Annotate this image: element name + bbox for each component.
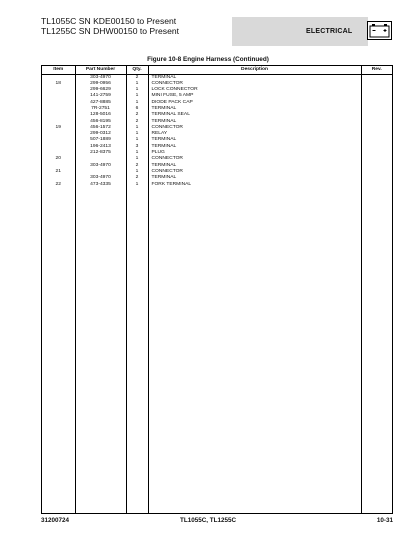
cell-description: TERMINAL SEAL xyxy=(148,112,361,118)
column-header-item: Item xyxy=(42,66,75,74)
column-header-rev: Rev. xyxy=(361,66,392,74)
cell-qty: 1 xyxy=(126,87,148,93)
cell-description: FORK TERMINAL xyxy=(148,182,361,188)
cell-qty: 2 xyxy=(126,119,148,125)
cell-qty: 1 xyxy=(126,150,148,156)
cell-qty: 1 xyxy=(126,100,148,106)
cell-part-number: 141-2759 xyxy=(75,93,126,99)
cell-qty: 6 xyxy=(126,106,148,112)
column-header-qty: Qty. xyxy=(126,66,148,74)
cell-qty: 1 xyxy=(126,81,148,87)
cell-part-number: 427-8885 xyxy=(75,100,126,106)
header-title-line-2: TL1255C SN DHW00150 to Present xyxy=(41,26,180,36)
cell-qty: 1 xyxy=(126,182,148,188)
cell-part-number: 303-4970 xyxy=(75,163,126,169)
table-row xyxy=(42,74,392,81)
cell-description: MINI FUSE, 5 AMP xyxy=(148,93,361,99)
section-header-band xyxy=(232,17,368,46)
section-title: ELECTRICAL xyxy=(306,28,353,35)
column-divider xyxy=(361,66,362,513)
table-row xyxy=(42,182,392,188)
header-title-line-1: TL1055C SN KDE00150 to Present xyxy=(41,16,177,26)
column-header-description: Description xyxy=(148,66,361,74)
cell-part-number: 303-4970 xyxy=(75,175,126,181)
footer-document-number: 31200724 xyxy=(41,517,70,524)
parts-table-frame xyxy=(41,65,393,514)
cell-part-number: 456-1572 xyxy=(75,125,126,131)
cell-part-number: 299-0956 xyxy=(75,81,126,87)
cell-part-number: 212-8375 xyxy=(75,150,126,156)
cell-qty: 1 xyxy=(126,169,148,175)
cell-qty: 1 xyxy=(126,137,148,143)
cell-part-number: 507-1889 xyxy=(75,137,126,143)
cell-item: 21 xyxy=(42,169,75,175)
footer-page-number: 10-31 xyxy=(376,517,393,524)
cell-description: TERMINAL xyxy=(148,175,361,181)
cell-item xyxy=(42,74,75,81)
cell-rev xyxy=(361,74,392,81)
cell-part-number: 128-5016 xyxy=(75,112,126,118)
footer-models: TL1055C, TL1255C xyxy=(180,517,236,524)
cell-description: LOCK CONNECTOR xyxy=(148,87,361,93)
cell-description: TERMINAL xyxy=(148,119,361,125)
cell-part-number: 7R-2751 xyxy=(75,106,126,112)
cell-description: TERMINAL xyxy=(148,144,361,150)
parts-table xyxy=(42,66,392,188)
cell-qty: 2 xyxy=(126,163,148,169)
column-divider xyxy=(126,66,127,513)
cell-qty: 2 xyxy=(126,175,148,181)
cell-description: PLUG xyxy=(148,150,361,156)
cell-description: CONNECTOR xyxy=(148,81,361,87)
cell-description: TERMINAL xyxy=(148,137,361,143)
cell-qty: 1 xyxy=(126,93,148,99)
cell-qty: 1 xyxy=(126,125,148,131)
cell-item: 20 xyxy=(42,156,75,162)
cell-qty: 1 xyxy=(126,156,148,162)
cell-item: 22 xyxy=(42,182,75,188)
cell-description: TERMINAL xyxy=(148,74,361,81)
cell-part-number: 456-8195 xyxy=(75,119,126,125)
column-divider xyxy=(148,66,149,513)
column-divider xyxy=(75,66,76,513)
cell-qty: 3 xyxy=(126,144,148,150)
table-header-row xyxy=(42,66,392,74)
figure-title: Figure 10-8 Engine Harness (Continued) xyxy=(147,56,269,63)
cell-description: TERMINAL xyxy=(148,163,361,169)
cell-part-number: 196-2413 xyxy=(75,144,126,150)
cell-part-number: 303-4970 xyxy=(75,74,126,81)
cell-description: RELAY xyxy=(148,131,361,137)
cell-description: CONNECTOR xyxy=(148,156,361,162)
cell-part-number: 473-4335 xyxy=(75,182,126,188)
cell-description: CONNECTOR xyxy=(148,125,361,131)
cell-description: DIODE PACK CAP xyxy=(148,100,361,106)
cell-item: 19 xyxy=(42,125,75,131)
cell-part-number: 299-6629 xyxy=(75,87,126,93)
cell-qty: 1 xyxy=(126,131,148,137)
cell-description: CONNECTOR xyxy=(148,169,361,175)
cell-rev xyxy=(361,182,392,188)
cell-description: TERMINAL xyxy=(148,106,361,112)
cell-qty: 2 xyxy=(126,112,148,118)
cell-item: 18 xyxy=(42,81,75,87)
column-header-part-number: Part Number xyxy=(75,66,126,74)
cell-qty: 2 xyxy=(126,74,148,81)
page-header-titles xyxy=(41,16,179,36)
cell-part-number: 299-0312 xyxy=(75,131,126,137)
battery-icon xyxy=(367,21,392,40)
